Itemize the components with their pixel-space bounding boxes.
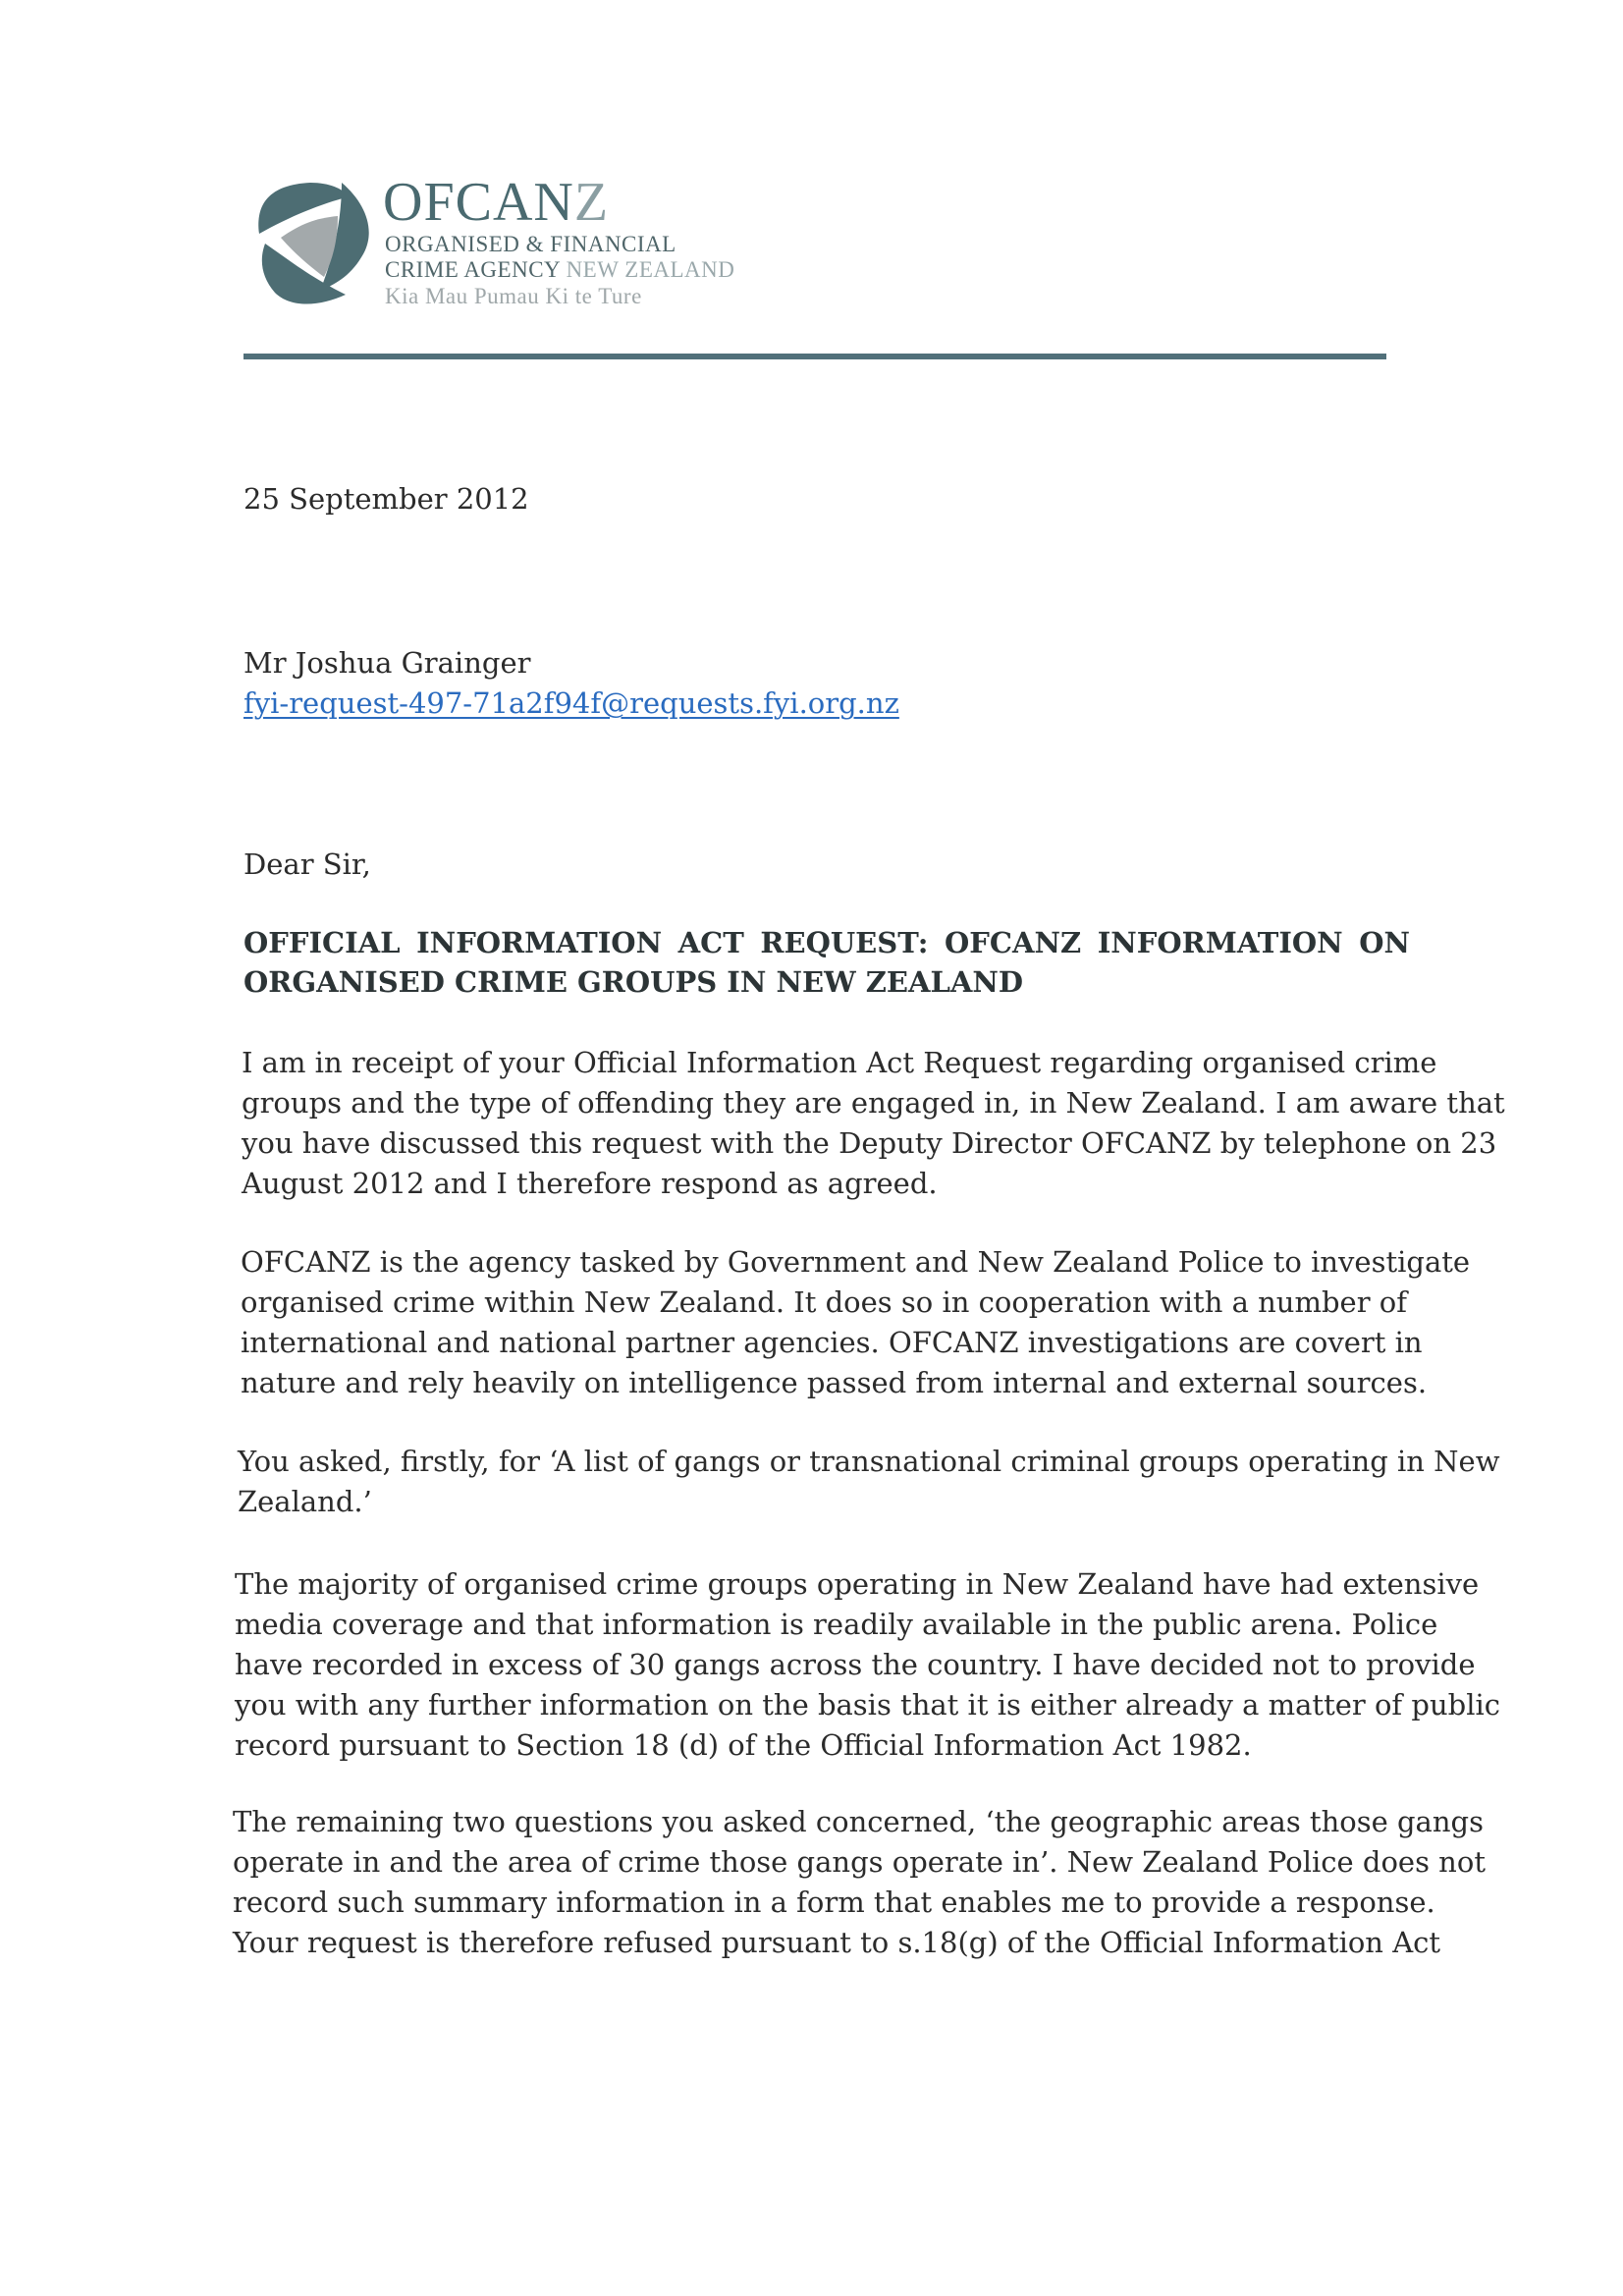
paragraph-line: operate in and the area of crime those gangs operate in’. New Zealand Police does not [233,1845,1486,1879]
paragraph-line: groups and the type of offending they are engaged in, in New Zealand. I am aware that [242,1086,1505,1120]
paragraph-receipt [242,1043,1505,1204]
paragraph-line: have recorded in excess of 30 gangs across the country. I have decided not to provide [235,1648,1476,1681]
paragraph-refusal [233,1802,1486,1963]
paragraph-first-question [238,1442,1500,1522]
paragraph-line: media coverage and that information is readily available in the public arena. Police [235,1608,1438,1641]
acronym-dark: OFCAN [383,172,574,233]
paragraph-line: You asked, firstly, for ‘A list of gangs or transnational criminal groups operating in New [238,1445,1500,1478]
ofcanz-logo-icon [251,175,375,308]
acronym-light: Z [573,172,610,233]
paragraph-line: organised crime within New Zealand. It does so in cooperation with a number of [241,1285,1407,1319]
agency-name-light: NEW ZEALAND [566,257,735,282]
paragraph-agency-role [241,1242,1471,1403]
paragraph-line: I am in receipt of your Official Information Act Request regarding organised crime [242,1046,1437,1079]
agency-name-line2 [385,257,734,283]
paragraph-line: OFCANZ is the agency tasked by Government and New Zealand Police to investigate [241,1245,1471,1279]
recipient-name: Mr Joshua Grainger [243,646,531,680]
paragraph-line: record such summary information in a form that enables me to provide a response. [233,1886,1435,1919]
agency-name-dark: CRIME AGENCY [385,257,567,282]
recipient-email-link[interactable]: fyi-request-497-71a2f94f@requests.fyi.org.nz [243,686,899,720]
salutation: Dear Sir, [243,847,371,881]
paragraph-line: August 2012 and I therefore respond as agreed. [242,1167,938,1200]
subject-heading [243,923,1410,1002]
paragraph-line: The remaining two questions you asked concerned, ‘the geographic areas those gangs [233,1805,1484,1838]
subject-line-1: OFFICIAL INFORMATION ACT REQUEST: OFCANZ INFORMATION ON [243,926,1410,959]
subject-line-2: ORGANISED CRIME GROUPS IN NEW ZEALAND [243,965,1024,999]
agency-name-line1: ORGANISED & FINANCIAL [385,232,676,256]
paragraph-line: nature and rely heavily on intelligence passed from internal and external sources. [241,1366,1428,1399]
agency-tagline: Kia Mau Pumau Ki te Ture [385,284,642,308]
paragraph-public-record [235,1564,1500,1766]
paragraph-line: international and national partner agencies. OFCANZ investigations are covert in [241,1326,1423,1359]
agency-acronym [383,172,610,233]
paragraph-line: you have discussed this request with the Deputy Director OFCANZ by telephone on 23 [242,1126,1497,1160]
paragraph-line: Zealand.’ [238,1485,372,1518]
paragraph-line: record pursuant to Section 18 (d) of the Official Information Act 1982. [235,1728,1252,1762]
paragraph-line: you with any further information on the basis that it is either already a matter of public [235,1688,1500,1722]
letterhead-divider [243,354,1386,359]
paragraph-line: The majority of organised crime groups operating in New Zealand have had extensive [235,1567,1480,1601]
letter-date: 25 September 2012 [243,482,529,516]
paragraph-line: Your request is therefore refused pursuant to s.18(g) of the Official Information Act [233,1926,1441,1959]
